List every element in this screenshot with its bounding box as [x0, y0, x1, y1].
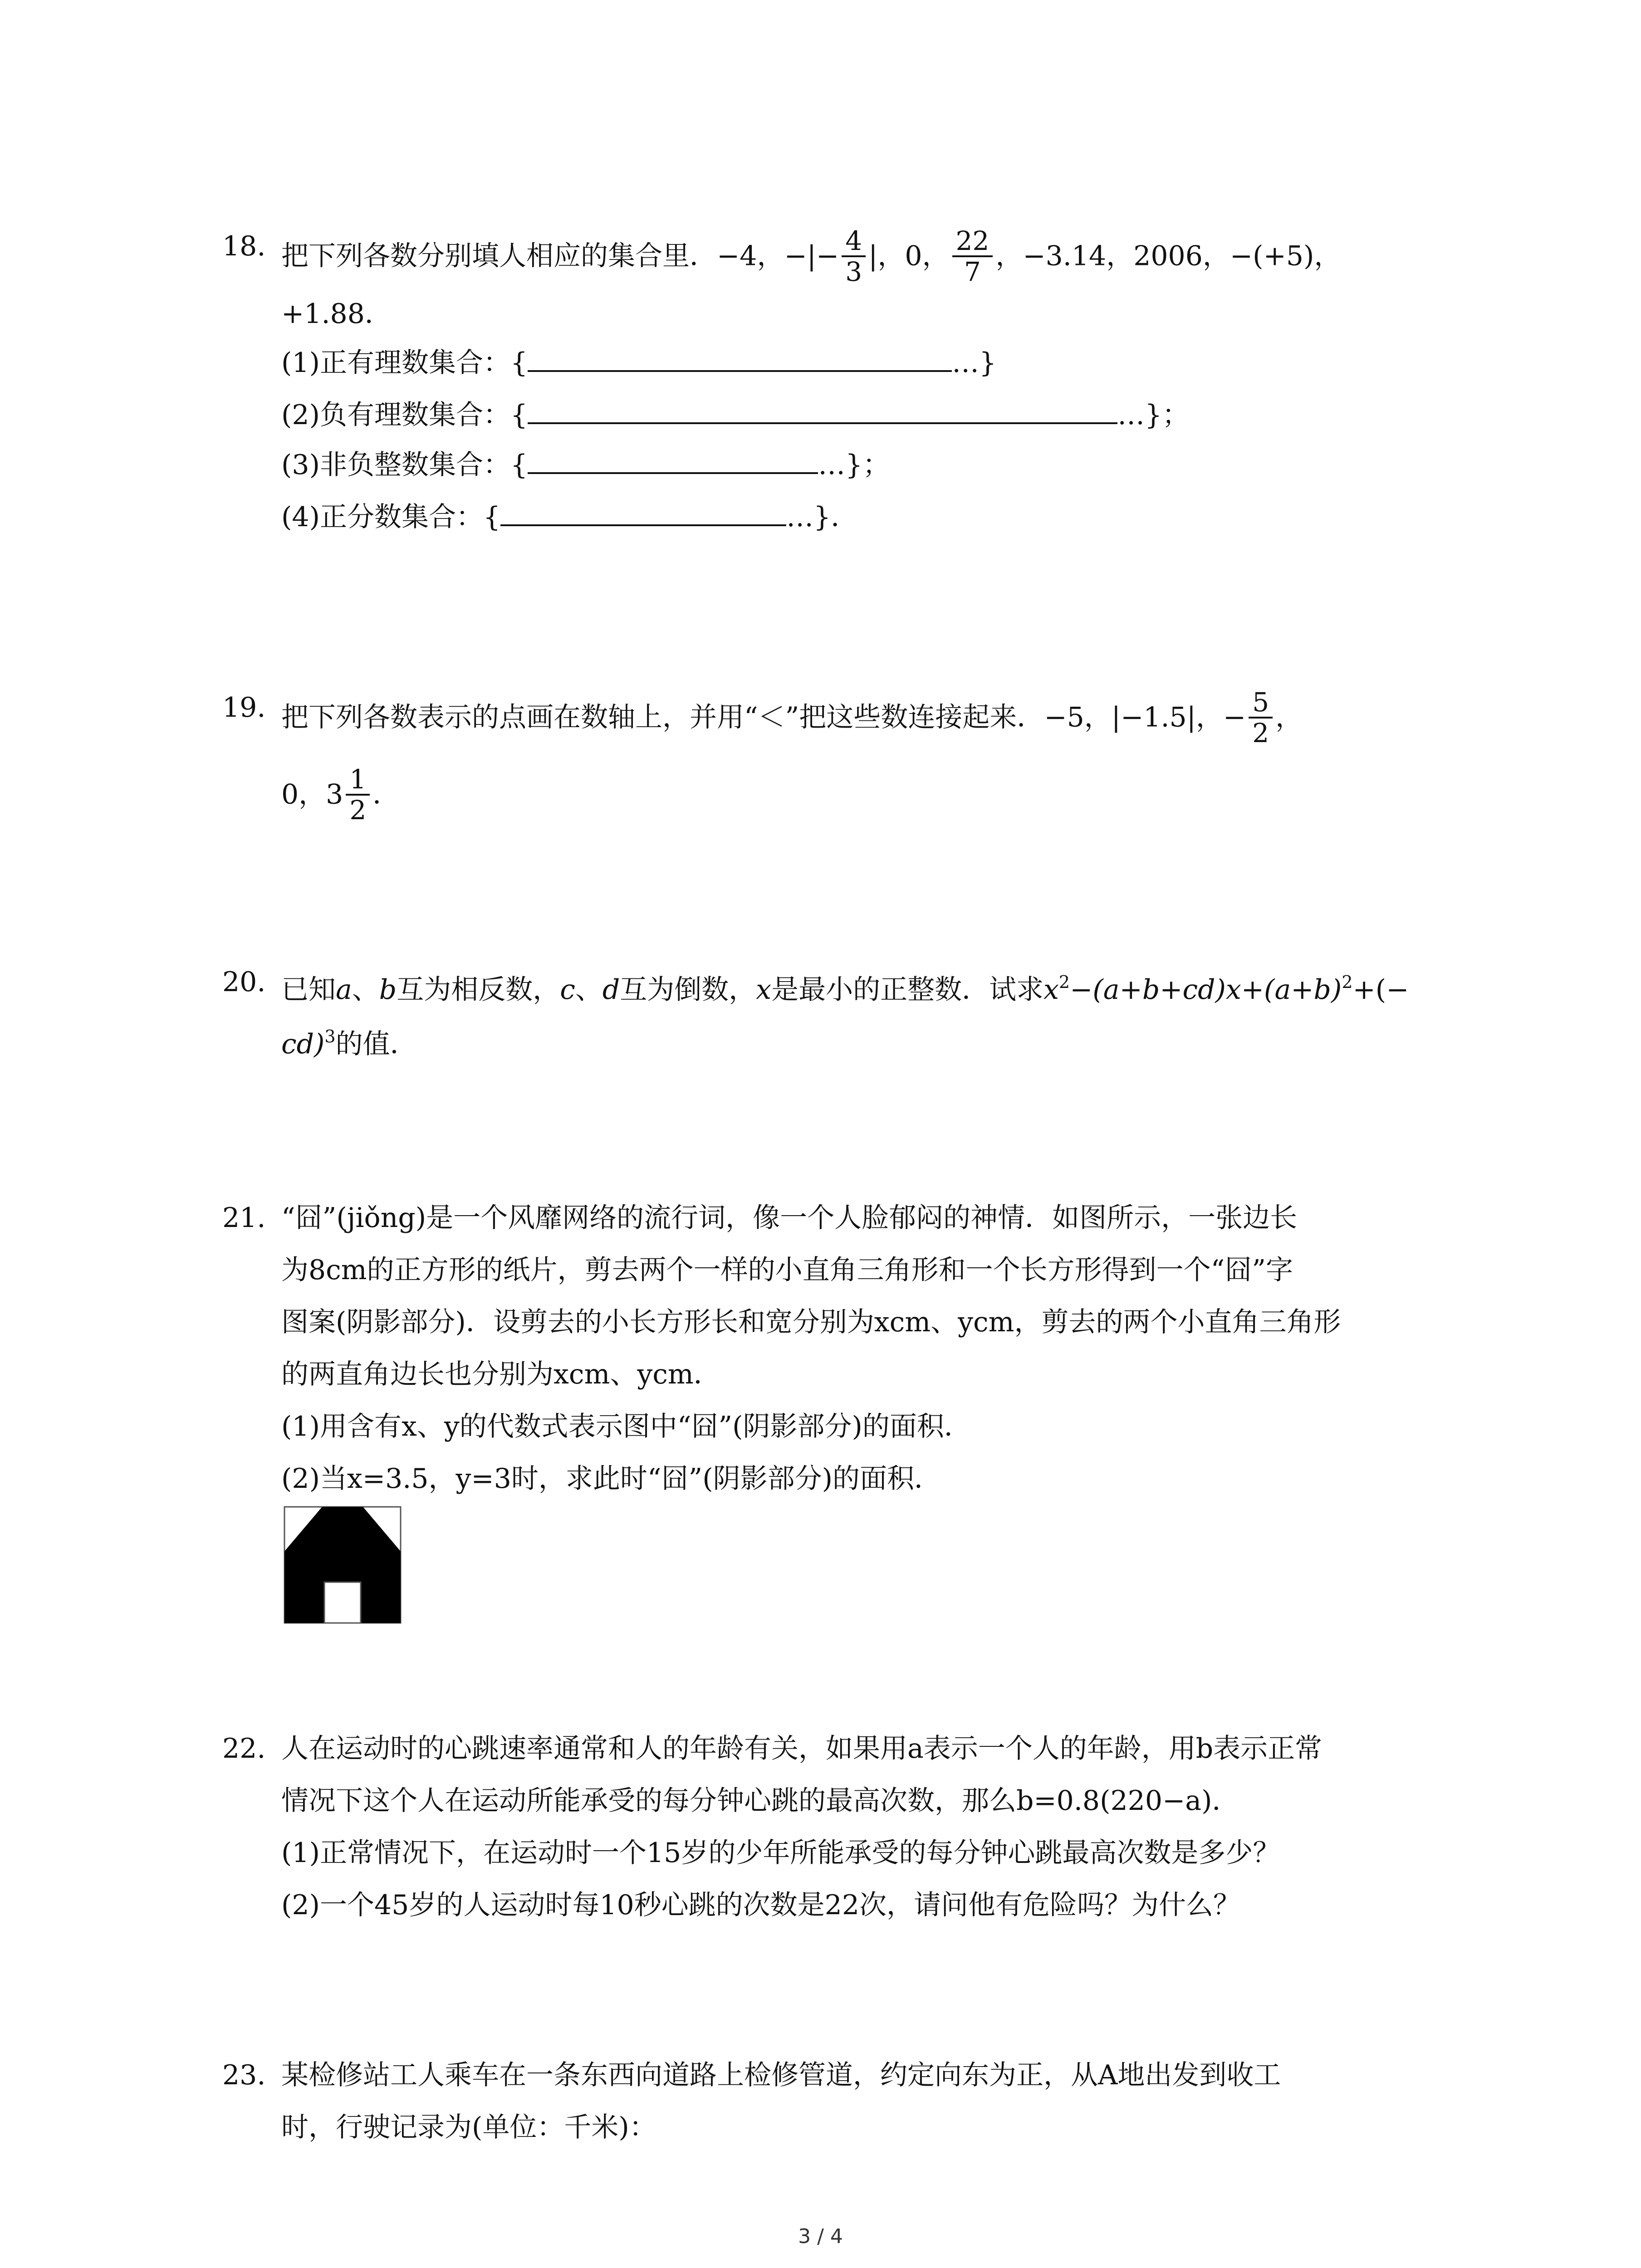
q20-expression: cd) — [281, 1028, 325, 1060]
q20-text: 已知 — [281, 974, 336, 1006]
q21-jiong-figure — [284, 1506, 402, 1624]
q19-stem-line2 — [281, 764, 400, 826]
q18-part1 — [281, 345, 996, 381]
q22-line1: 人在运动时的心跳速率通常和人的年龄有关，如果用a表示一个人的年龄，用b表示正常 — [281, 1733, 1323, 1765]
q22-number: 22. — [222, 1733, 266, 1765]
q21-part1: (1)用含有x、y的代数式表示图中“囧”(阴影部分)的面积． — [281, 1411, 971, 1442]
q21-line1: “囧”(jiǒng)是一个风靡网络的流行词，像一个人脸郁闷的神情．如图所示，一张边长 — [281, 1202, 1298, 1234]
frac-numerator: 22 — [952, 226, 993, 257]
q18-part3-close: …}； — [818, 449, 890, 481]
q22-line2: 情况下这个人在运动所能承受的每分钟心跳的最高次数，那么b=0.8(220−a)． — [281, 1785, 1239, 1817]
q20-number: 20. — [222, 966, 266, 998]
q22-part1: (1)正常情况下，在运动时一个15岁的少年所能承受的每分钟心跳最高次数是多少？ — [281, 1837, 1280, 1869]
q18-stem-c: ，−3.14，2006，−(+5)， — [995, 240, 1342, 272]
q18-fraction-4-3 — [842, 226, 866, 286]
q20-exponent: 3 — [324, 1026, 336, 1046]
q20-var-c: c — [560, 974, 575, 1006]
q18-part3 — [281, 447, 890, 483]
q23-line2: 时，行驶记录为(单位：千米)： — [281, 2112, 656, 2143]
q18-stem-b: |，0， — [868, 240, 950, 272]
frac-numerator: 1 — [346, 765, 370, 796]
q19-fraction-5-2 — [1249, 688, 1273, 748]
q21-line4: 的两直角边长也分别为xcm、ycm． — [281, 1359, 721, 1390]
q20-expression: +(− — [1352, 974, 1409, 1006]
frac-denominator: 2 — [1252, 718, 1269, 748]
q18-part4 — [281, 499, 858, 535]
q18-part2-close: …}； — [1117, 399, 1190, 431]
q20-var-x: x — [756, 974, 772, 1006]
frac-denominator: 7 — [964, 256, 981, 287]
q19-line2-b: ． — [372, 778, 400, 811]
q18-stem — [281, 225, 1342, 288]
q22-part2: (2)一个45岁的人运动时每10秒心跳的次数是22次，请问他有危险吗？为什么？ — [281, 1889, 1241, 1921]
q20-exponent: 2 — [1342, 972, 1353, 992]
frac-denominator: 2 — [349, 795, 367, 826]
q20-var-a: a — [336, 974, 352, 1006]
frac-denominator: 3 — [845, 256, 862, 287]
q18-stem-a: 把下列各数分别填人相应的集合里．−4，−|− — [281, 240, 839, 272]
q18-part4-answer-blank[interactable] — [500, 499, 786, 526]
q20-var-b: b — [379, 974, 397, 1006]
q20-expression: x — [1043, 974, 1059, 1006]
q20-text: 的值． — [335, 1028, 417, 1060]
q19-stem-a: 把下列各数表示的点画在数轴上，并用“＜”把这些数连接起来．−5，|−1.5|，− — [281, 701, 1246, 733]
q18-part2-label: (2)负有理数集合：{ — [281, 399, 528, 431]
q20-stem-line2 — [281, 1018, 417, 1062]
q18-fraction-22-7 — [952, 226, 993, 286]
q19-stem — [281, 689, 1303, 749]
q19-stem-b: ， — [1275, 701, 1303, 733]
q20-text: 互为倒数， — [620, 974, 756, 1006]
q19-fraction-1-2 — [346, 765, 370, 825]
q18-part1-answer-blank[interactable] — [528, 345, 952, 372]
q20-text: 、 — [352, 974, 379, 1006]
q19-line2-a: 0，3 — [281, 778, 343, 811]
q20-expression: −(a+b+cd)x+(a+b) — [1070, 974, 1342, 1006]
q23-number: 23. — [222, 2059, 266, 2091]
q21-line2: 为8cm的正方形的纸片，剪去两个一样的小直角三角形和一个长方形得到一个“囧”字 — [281, 1254, 1293, 1286]
q20-text: 是最小的正整数．试求 — [771, 974, 1044, 1006]
q20-text: 互为相反数， — [397, 974, 560, 1006]
q18-number: 18. — [222, 230, 266, 262]
frac-numerator: 5 — [1249, 688, 1273, 719]
cutout-rectangle — [324, 1582, 361, 1623]
q21-number: 21. — [222, 1202, 266, 1234]
q18-part4-close: …}． — [786, 501, 858, 533]
frac-numerator: 4 — [842, 226, 866, 257]
q20-var-d: d — [602, 974, 620, 1006]
q18-part4-label: (4)正分数集合：{ — [281, 501, 501, 533]
q20-stem — [281, 964, 1409, 1008]
q20-exponent: 2 — [1058, 972, 1070, 992]
q18-part1-close: …} — [952, 347, 997, 379]
q18-part3-answer-blank[interactable] — [528, 447, 818, 474]
q18-part2 — [281, 397, 1189, 433]
q18-part3-label: (3)非负整数集合：{ — [281, 449, 528, 481]
q21-line3: 图案(阴影部分)．设剪去的小长方形长和宽分别为xcm、ycm，剪去的两个小直角三角形 — [281, 1306, 1341, 1338]
q18-stem-line2: +1.88． — [281, 298, 392, 330]
q21-part2: (2)当x=3.5，y=3时，求此时“囧”(阴影部分)的面积． — [281, 1463, 942, 1495]
q23-line1: 某检修站工人乘车在一条东西向道路上检修管道，约定向东为正，从A地出发到收工 — [281, 2059, 1281, 2091]
q18-part2-answer-blank[interactable] — [528, 397, 1117, 424]
page-number: 3 / 4 — [798, 2225, 843, 2248]
q18-part1-label: (1)正有理数集合：{ — [281, 347, 528, 379]
q19-number: 19. — [222, 692, 266, 723]
q20-text: 、 — [575, 974, 603, 1006]
